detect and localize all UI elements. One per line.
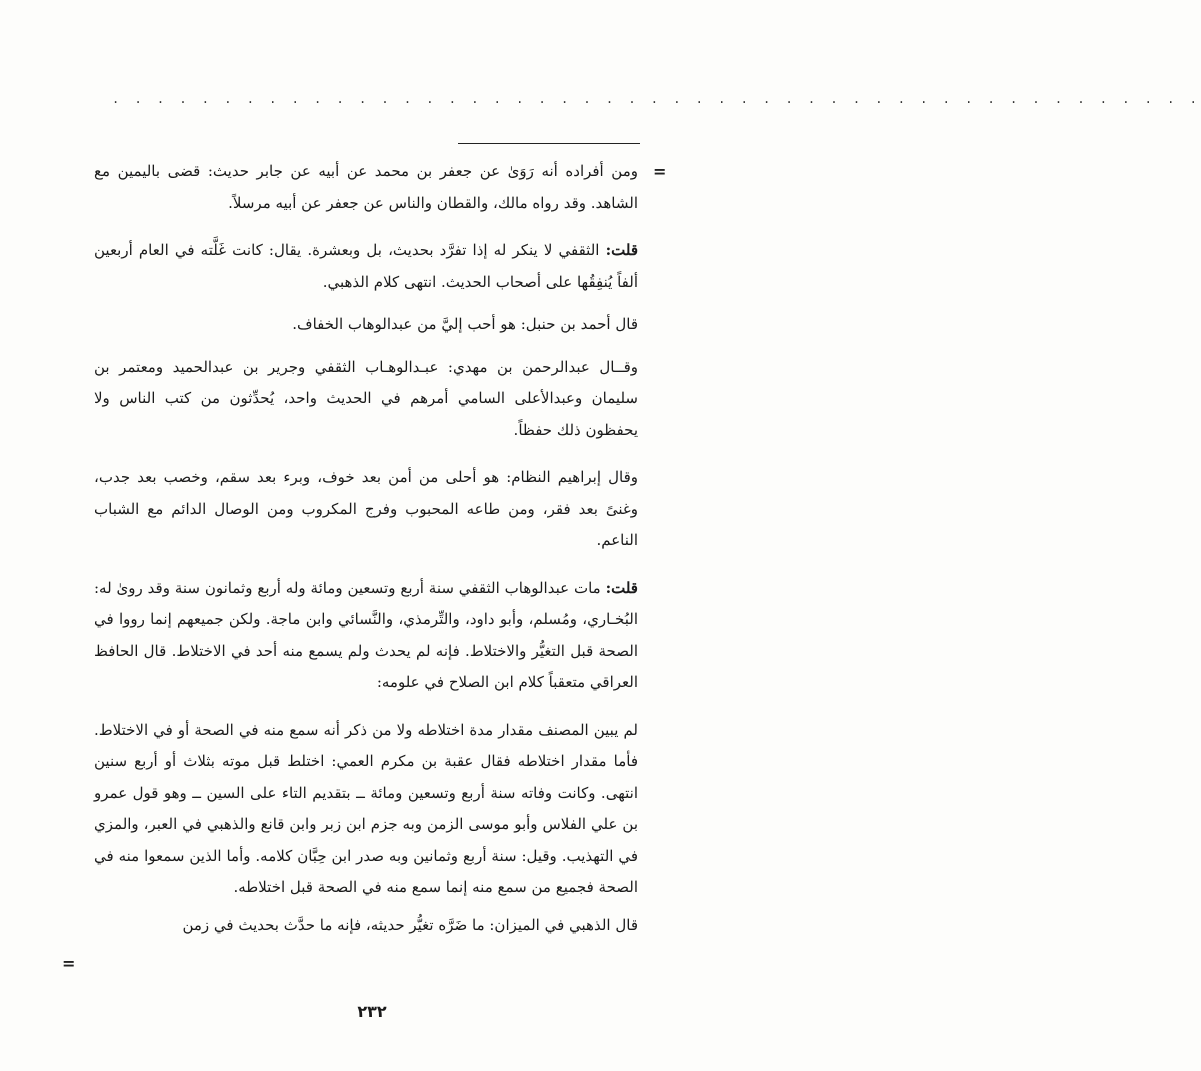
- dotted-separator: . . . . . . . . . . . . . . . . . . . . . . . . . . . . . . . . . . . . . . . . . . . . . . . . .: [112, 92, 1201, 106]
- paragraph-text: قال الذهبي في الميزان: ما ضَرَّه تغيُّر حديثه، فإنه ما حدَّث بحديث في زمن: [182, 915, 638, 934]
- continuation-mark-bottom: =: [62, 954, 75, 973]
- paragraph-text: ومن أفراده أنه رَوَىٰ عن جعفر بن محمد عن أبيه عن جابر حديث: قضى باليمين مع الشاهد. وقد رواه مالك، والقطان والناس عن جعفر عن أبيه مرسلاً.: [94, 162, 638, 212]
- paragraph-lead: قلت:: [605, 578, 638, 597]
- page-body: [94, 156, 638, 941]
- paragraph: [94, 309, 638, 341]
- paragraph-text: الثقفي لا ينكر له إذا تفرَّد بحديث، بل وبعشرة. يقال: كانت غَلَّته في العام أربعين ألفاً يُنفِقُها على أصحاب الحديث. انتهى كلام الذهبي.: [94, 241, 638, 291]
- paragraph: [94, 235, 638, 298]
- paragraph: [94, 715, 638, 904]
- footnote-rule: [458, 143, 640, 144]
- paragraph-text: قال أحمد بن حنبل: هو أحب إليَّ من عبدالوهاب الخفاف.: [292, 315, 638, 333]
- paragraph-text: لم يبين المصنف مقدار مدة اختلاطه ولا من ذكر أنه سمع منه في الصحة أو في الاختلاط. فأما مقدار اختلاطه فقال عقبة بن مكرم العمي: اختلط قبل موته بثلاث أو أربع سنين انتهى. وكانت وفاته سنة أربع وتسعين ومائة ــ بتقديم التاء على السين ــ وهو قول عمرو بن علي الفلاس وأبو موسى الزمن وبه جزم ابن زبر وابن قانع والذهبي في العبر، والمزي في التهذيب. وقيل: سنة أربع وثمانين وبه صدر ابن حِبَّان كلامه. وأما الذين سمعوا منه في الصحة فجميع من سمع منه إنما سمع منه في الصحة قبل اختلاطه.: [94, 720, 638, 896]
- paragraph: [94, 352, 638, 447]
- paragraph: [94, 910, 638, 942]
- paragraph: [94, 462, 638, 557]
- paragraph-text: وقــال عبدالرحمن بن مهدي: عبـدالوهـاب الثقفي وجرير بن عبدالحميد ومعتمر بن سليمان وعبدالأعلى السامي أمرهم في الحديث واحد، يُحدِّثون من كتب الناس ولا يحفظون ذلك حفظاً.: [94, 357, 638, 439]
- paragraph-lead: قلت:: [605, 241, 638, 259]
- paragraph-text: مات عبدالوهاب الثقفي سنة أربع وتسعين ومائة وله أربع وثمانون سنة وقد روىٰ له: البُخـاري، ومُسلم، وأبو داود، والتِّرمذي، والنَّسائي وابن ماجة. ولكن جميعهم إنما رووا في الصحة قبل التغيُّر والاختلاط. فإنه لم يحدث ولم يسمع منه أحد في الاختلاط. قال الحافظ العراقي متعقباً كلام ابن الصلاح في علومه:: [94, 578, 638, 691]
- paragraph: [94, 573, 638, 699]
- paragraph: [94, 156, 638, 219]
- paragraph-text: وقال إبراهيم النظام: هو أحلى من أمن بعد خوف، وبرء بعد سقم، وخصب بعد جدب، وغنىً بعد فقر، ومن طاعه المحبوب وفرج المكروب ومن الوصال الدائم مع الشباب الناعم.: [94, 468, 638, 549]
- continuation-mark-top: =: [653, 162, 666, 181]
- page-number: ٢٣٢: [357, 1002, 387, 1021]
